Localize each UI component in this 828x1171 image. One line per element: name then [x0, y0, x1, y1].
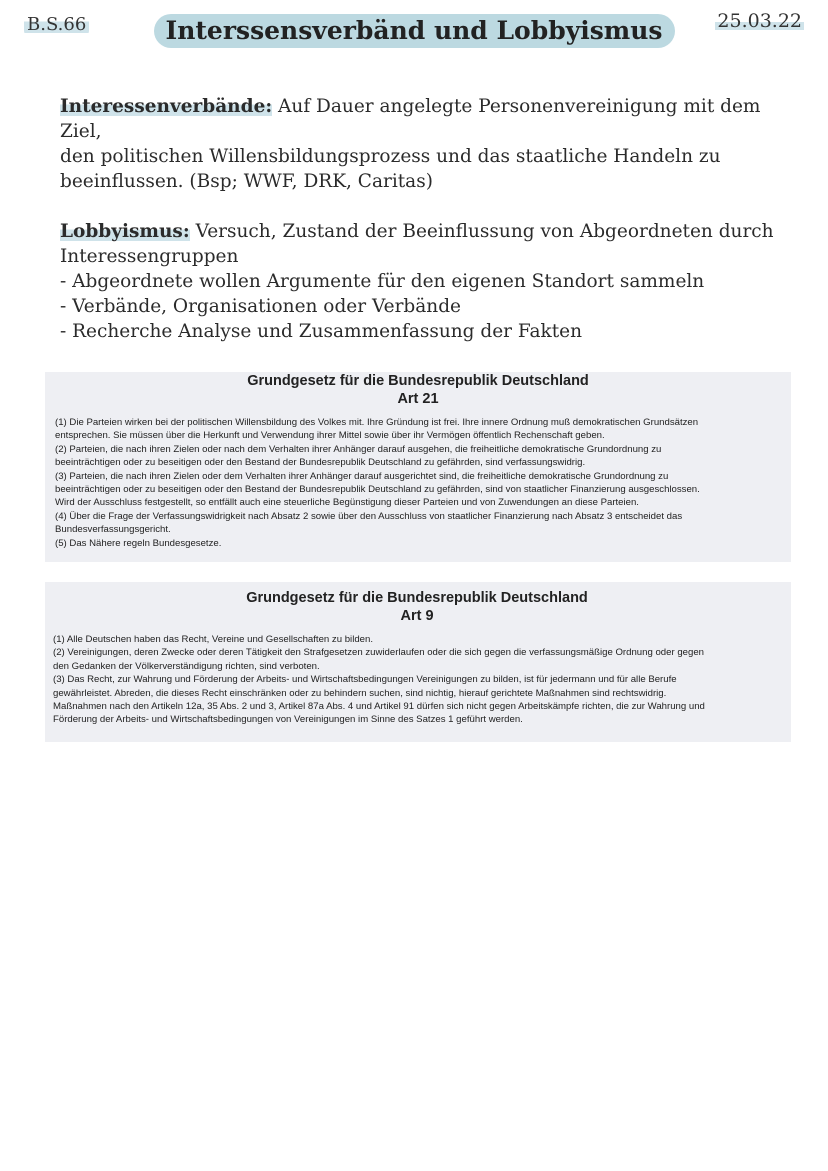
title-wrap — [0, 14, 828, 48]
spacer — [60, 194, 790, 219]
article-9-line: gewährleistet. Abreden, die dieses Recht einschränken oder zu behindern suchen, sind nichtig, hierauf gerichtete Maßnahmen sind rechtswidrig. — [53, 687, 667, 699]
article-21-line: (2) Parteien, die nach ihren Zielen oder nach dem Verhalten ihrer Anhänger darauf ausgehen, die freiheitliche demokratische Grundordnung zu — [55, 443, 662, 455]
article-9-number: Art 9 — [400, 608, 434, 624]
bullet-item: - Verbände, Organisationen oder Verbände — [60, 296, 461, 317]
interest-term: Interessenverbände: — [60, 96, 273, 117]
bullet-item: - Recherche Analyse und Zusammenfassung der Fakten — [60, 321, 583, 342]
bullet-item: - Abgeordnete wollen Argumente für den eigenen Standort sammeln — [60, 271, 705, 292]
article-21-line: (5) Das Nähere regeln Bundesgesetze. — [55, 537, 222, 549]
article-21-line: (1) Die Parteien wirken bei der politischen Willensbildung des Volkes mit. Ihre Gründung ist frei. Ihre innere Ordnung muß demokratischen Grundsätzen — [55, 417, 699, 428]
article-9-line: Maßnahmen nach den Artikeln 12a, 35 Abs. 2 und 3, Artikel 87a Abs. 4 und Artikel 91 dürfen sich nicht gegen Arbeitskämpfe richten, die zur Wahrung und — [53, 701, 705, 713]
date-text: 25.03.22 — [717, 10, 802, 32]
article-9-line: (3) Das Recht, zur Wahrung und Förderung der Arbeits- und Wirtschaftsbedingungen Vereinigungen zu bilden, ist für jedermann und für alle Berufe — [53, 674, 677, 686]
article-21-number: Art 21 — [397, 391, 439, 407]
article-21-line: (4) Über die Frage der Verfassungswidrigkeit nach Absatz 2 sowie über den Ausschluss von staatlicher Finanzierung nach Absatz 3 entscheidet das — [55, 510, 683, 522]
article-21-line: Wird der Ausschluss festgestellt, so entfällt auch eine steuerliche Begünstigung dieser Parteien und von Zuwendungen an diese Parteien. — [55, 497, 639, 509]
article-21-line: beeinträchtigen oder zu beseitigen oder den Bestand der Bundesrepublik Deutschland zu gefährden, sind verfassungswidrig. — [55, 457, 586, 469]
article-21-text — [55, 416, 781, 550]
article-9-text — [53, 633, 781, 727]
date — [715, 10, 804, 32]
article-9-line: (1) Alle Deutschen haben das Recht, Vereine und Gesellschaften zu bilden. — [53, 634, 373, 645]
article-9-title: Grundgesetz für die Bundesrepublik Deutschland — [246, 590, 588, 606]
article-21-line: (3) Parteien, die nach ihren Zielen oder dem Verhalten ihrer Anhänger darauf ausgerichtet sind, die freiheitliche demokratische Grundordnung zu — [55, 470, 669, 482]
article-9-line: den Gedanken der Völkerverständigung richten, sind verboten. — [53, 660, 320, 672]
lobby-term: Lobbyismus: — [60, 221, 190, 242]
page-title: Interssensverbänd und Lobbyismus — [154, 14, 675, 48]
article-21-line: entsprechen. Sie müssen über die Herkunft und Verwendung ihrer Mittel sowie über ihr Vermögen öffentlich Rechenschaft geben. — [55, 430, 605, 442]
interest-definition-line-3: beeinflussen. (Bsp; WWF, DRK, Caritas) — [60, 171, 433, 192]
notes-section — [60, 94, 790, 344]
lobby-definition-line-2: Interessengruppen — [60, 246, 239, 267]
article-21-title: Grundgesetz für die Bundesrepublik Deutschland — [247, 373, 589, 389]
article-21-line: Bundesverfassungsgericht. — [55, 524, 171, 536]
interest-definition-line-2: den politischen Willensbildungsprozess und das staatliche Handeln zu — [60, 146, 721, 167]
interest-definition-line-1 — [60, 94, 790, 144]
interest-definition-text-1: Auf Dauer angelegte Personenvereinigung mit dem Ziel, — [60, 96, 761, 142]
article-9-line: (2) Vereinigungen, deren Zwecke oder deren Tätigkeit den Strafgesetzen zuwiderlaufen oder die sich gegen die verfassungsmäßige Ordnung oder gegen — [53, 647, 705, 659]
article-21-line: beeinträchtigen oder zu beseitigen oder den Bestand der Bundesrepublik Deutschland zu gefährden, sind von staatlicher Finanzierung ausgeschlossen. — [55, 484, 700, 496]
article-9-line: Förderung der Arbeits- und Wirtschaftsbedingungen von Vereinigungen im Sinne des Satzes 1 geführt werden. — [53, 714, 523, 726]
lobby-definition-line-1 — [60, 219, 790, 244]
article-21-box — [45, 372, 791, 562]
page-reference-text: B.S.66 — [24, 14, 89, 35]
article-9-box — [45, 582, 791, 742]
lobby-definition-text-1: Versuch, Zustand der Beeinflussung von Abgeordneten durch — [189, 221, 774, 242]
